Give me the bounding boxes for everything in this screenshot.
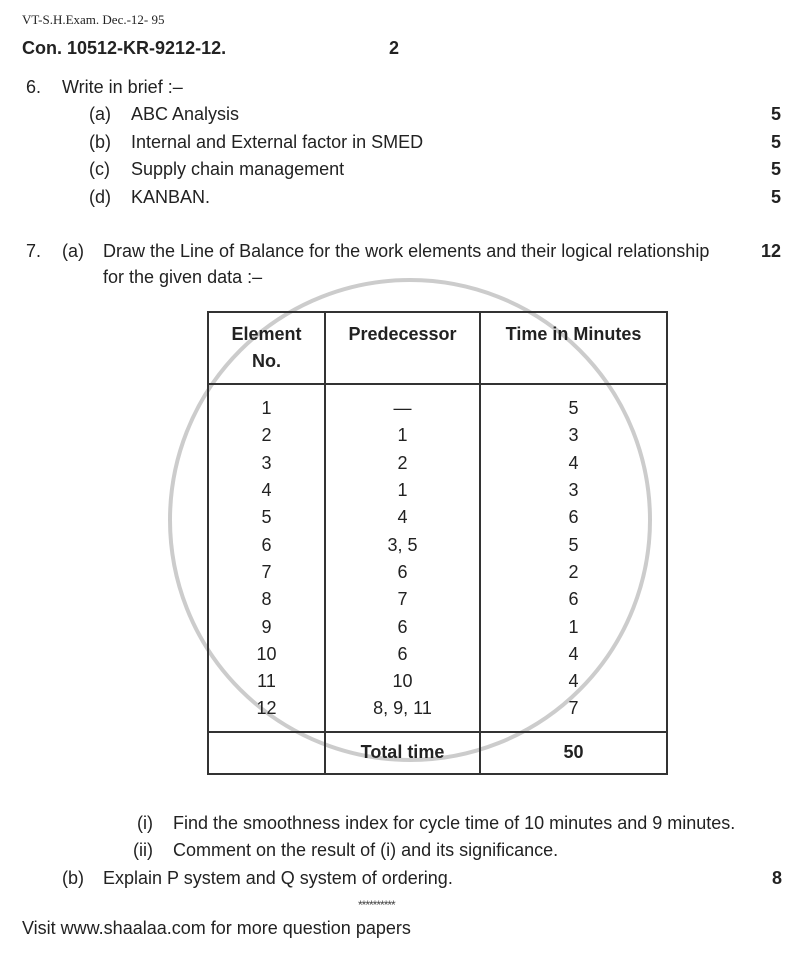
cell-predecessor: 1 — [325, 422, 480, 449]
q6-item-marks: 5 — [771, 186, 782, 207]
cell-time: 4 — [480, 450, 667, 477]
header-time: Time in Minutes — [480, 312, 667, 384]
q6-item-marks: 5 — [771, 159, 782, 179]
paper-code: Con. 10512-KR-9212-12. — [22, 38, 227, 58]
cell-predecessor: 6 — [325, 559, 480, 586]
cell-time: 7 — [480, 695, 667, 731]
cell-predecessor: 6 — [325, 613, 480, 640]
cell-time: 6 — [480, 504, 667, 531]
cell-predecessor: 10 — [325, 668, 480, 695]
cell-element: 8 — [208, 586, 325, 613]
q6-item-text: ABC Analysis — [131, 104, 240, 124]
q6-item-text: Supply chain management — [131, 159, 345, 179]
q7b-marks: 8 — [772, 868, 783, 888]
cell-time: 2 — [480, 559, 667, 586]
cell-element: 3 — [208, 450, 325, 477]
table-row — [208, 641, 667, 668]
page-number: 2 — [389, 38, 400, 58]
cell-predecessor: 1 — [325, 477, 480, 504]
cell-element: 5 — [208, 504, 325, 531]
table-row — [208, 586, 667, 613]
table-row — [208, 504, 667, 531]
cell-element: 9 — [208, 613, 325, 640]
cell-element: 11 — [208, 668, 325, 695]
q7b-label: (b) — [62, 868, 84, 888]
footer-text: Visit www.shaalaa.com for more question papers — [22, 918, 411, 938]
table-row — [208, 477, 667, 504]
cell-element: 12 — [208, 695, 325, 731]
table-row — [208, 613, 667, 640]
cell-element: 4 — [208, 477, 325, 504]
cell-element: 10 — [208, 641, 325, 668]
table-row — [208, 531, 667, 558]
q6-item-marks: 5 — [771, 131, 782, 152]
q6-item-marks: 5 — [771, 104, 782, 124]
q6-item-label: (c) — [89, 159, 110, 179]
q6-item-label: (d) — [89, 186, 111, 207]
cell-time: 5 — [480, 384, 667, 422]
cell-time: 4 — [480, 641, 667, 668]
cell-predecessor: — — [325, 384, 480, 422]
q7a-label: (a) — [62, 241, 84, 261]
cell-element: 6 — [208, 531, 325, 558]
q7-sub-ii-label: (ii) — [133, 840, 153, 860]
q7-sub-i-label: (i) — [137, 813, 153, 833]
work-elements-table — [207, 311, 668, 775]
cell-predecessor: 2 — [325, 450, 480, 477]
total-label: Total time — [325, 732, 480, 774]
q7-number: 7. — [26, 241, 42, 261]
footer-stars: ********** — [358, 898, 395, 912]
cell-predecessor: 8, 9, 11 — [325, 695, 480, 731]
cell-predecessor: 7 — [325, 586, 480, 613]
q6-title: Write in brief :– — [62, 77, 183, 97]
q7-sub-i-text: Find the smoothness index for cycle time of 10 minutes and 9 minutes. — [173, 813, 736, 833]
q7a-text-line1: Draw the Line of Balance for the work elements and their logical relationship — [103, 241, 710, 261]
header-predecessor: Predecessor — [325, 312, 480, 384]
cell-element: 7 — [208, 559, 325, 586]
cell-time: 3 — [480, 422, 667, 449]
table-row — [208, 695, 667, 731]
q6-item-label: (a) — [89, 104, 111, 124]
q6-item-text: Internal and External factor in SMED — [131, 131, 424, 152]
cell-time: 4 — [480, 668, 667, 695]
cell-time: 5 — [480, 531, 667, 558]
q6-item-label: (b) — [89, 131, 111, 152]
header-element: Element No. — [208, 312, 325, 384]
cell-predecessor: 3, 5 — [325, 531, 480, 558]
cell-time: 6 — [480, 586, 667, 613]
q7-sub-ii-text: Comment on the result of (i) and its significance. — [173, 840, 559, 860]
q7b-text: Explain P system and Q system of ordering. — [103, 868, 453, 888]
table-row — [208, 559, 667, 586]
q7a-marks: 12 — [761, 241, 782, 261]
total-row — [208, 732, 667, 774]
cell-predecessor: 4 — [325, 504, 480, 531]
table-row — [208, 384, 667, 422]
q6-number: 6. — [26, 77, 42, 97]
cell-time: 1 — [480, 613, 667, 640]
cell-element: 2 — [208, 422, 325, 449]
table-row — [208, 422, 667, 449]
total-value: 50 — [480, 732, 667, 774]
exam-ref: VT-S.H.Exam. Dec.-12- 95 — [22, 12, 165, 27]
cell-predecessor: 6 — [325, 641, 480, 668]
cell-time: 3 — [480, 477, 667, 504]
q6-item-text: KANBAN. — [131, 186, 211, 207]
q7a-text-line2: for the given data :– — [103, 267, 263, 287]
table-row — [208, 450, 667, 477]
table-row — [208, 668, 667, 695]
cell-element: 1 — [208, 384, 325, 422]
cell-empty — [208, 732, 325, 774]
